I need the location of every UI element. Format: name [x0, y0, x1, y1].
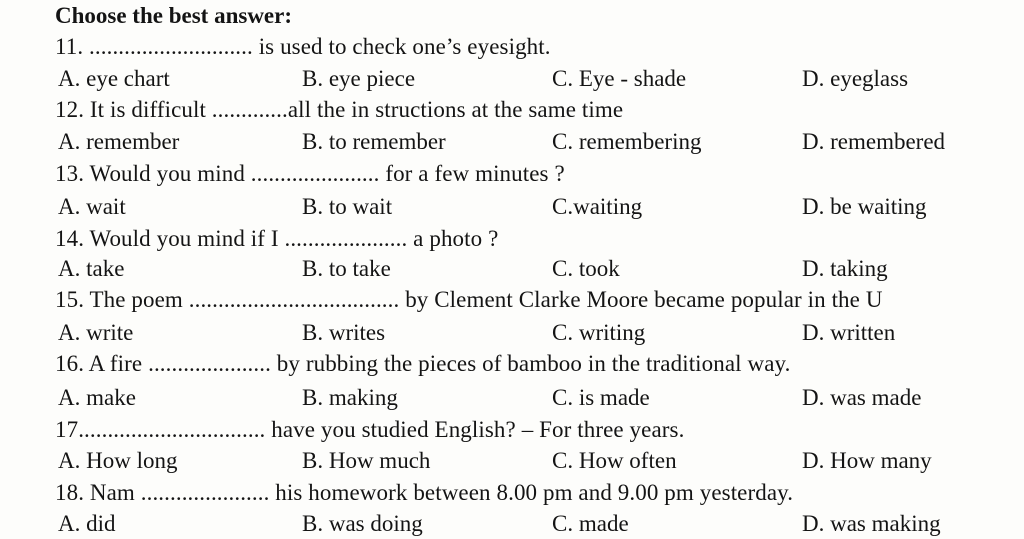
option-a: A. write [58, 320, 134, 345]
option-d: D. was made [802, 385, 922, 410]
question-18: 18. Nam ...................... his homework between 8.00 pm and 9.00 pm yesterday. [55, 480, 794, 505]
option-d: D. was making [802, 511, 941, 536]
option-b: B. making [302, 385, 398, 410]
options-11 [0, 65, 1024, 93]
option-d: D. taking [802, 256, 888, 281]
question-16: 16. A fire ..................... by rubbing the pieces of bamboo in the traditional way. [55, 351, 791, 376]
option-a: A. eye chart [58, 66, 170, 91]
option-c: C.waiting [552, 194, 643, 219]
options-14 [0, 255, 1024, 283]
question-12: 12. It is difficult .............all the in structions at the same time [55, 97, 624, 122]
option-c: C. is made [552, 385, 650, 410]
option-b: B. to remember [302, 129, 446, 154]
option-c: C. How often [552, 448, 677, 473]
option-b: B. writes [302, 320, 386, 345]
option-b: B. to wait [302, 194, 393, 219]
question-13: 13. Would you mind ...................... for a few minutes ? [55, 161, 565, 186]
option-a: A. make [58, 385, 136, 410]
option-a: A. take [58, 256, 125, 281]
question-17: 17................................ have you studied English? – For three years. [55, 417, 685, 442]
option-c: C. remembering [552, 129, 702, 154]
option-c: C. made [552, 511, 629, 536]
option-a: A. How long [58, 448, 178, 473]
options-18 [0, 510, 1024, 538]
option-d: D. be waiting [802, 194, 927, 219]
options-12 [0, 128, 1024, 156]
options-17 [0, 447, 1024, 475]
option-c: C. Eye - shade [552, 66, 687, 91]
option-b: B. was doing [302, 511, 423, 536]
option-d: D. How many [802, 448, 932, 473]
question-15: 15. The poem .................................... by Clement Clarke Moore became popular in the U [55, 287, 883, 312]
option-d: D. written [802, 320, 896, 345]
option-a: A. wait [58, 194, 126, 219]
question-14: 14. Would you mind if I ..................... a photo ? [55, 226, 499, 251]
worksheet-heading: Choose the best answer: [55, 3, 293, 28]
option-a: A. did [58, 511, 116, 536]
option-b: B. eye piece [302, 66, 416, 91]
question-11: 11. ............................ is used to check one’s eyesight. [55, 34, 551, 59]
options-16 [0, 384, 1024, 412]
option-c: C. writing [552, 320, 646, 345]
option-a: A. remember [58, 129, 180, 154]
option-b: B. How much [302, 448, 431, 473]
options-15 [0, 319, 1024, 347]
option-c: C. took [552, 256, 620, 281]
option-b: B. to take [302, 256, 391, 281]
option-d: D. eyeglass [802, 66, 909, 91]
options-13 [0, 193, 1024, 221]
option-d: D. remembered [802, 129, 946, 154]
